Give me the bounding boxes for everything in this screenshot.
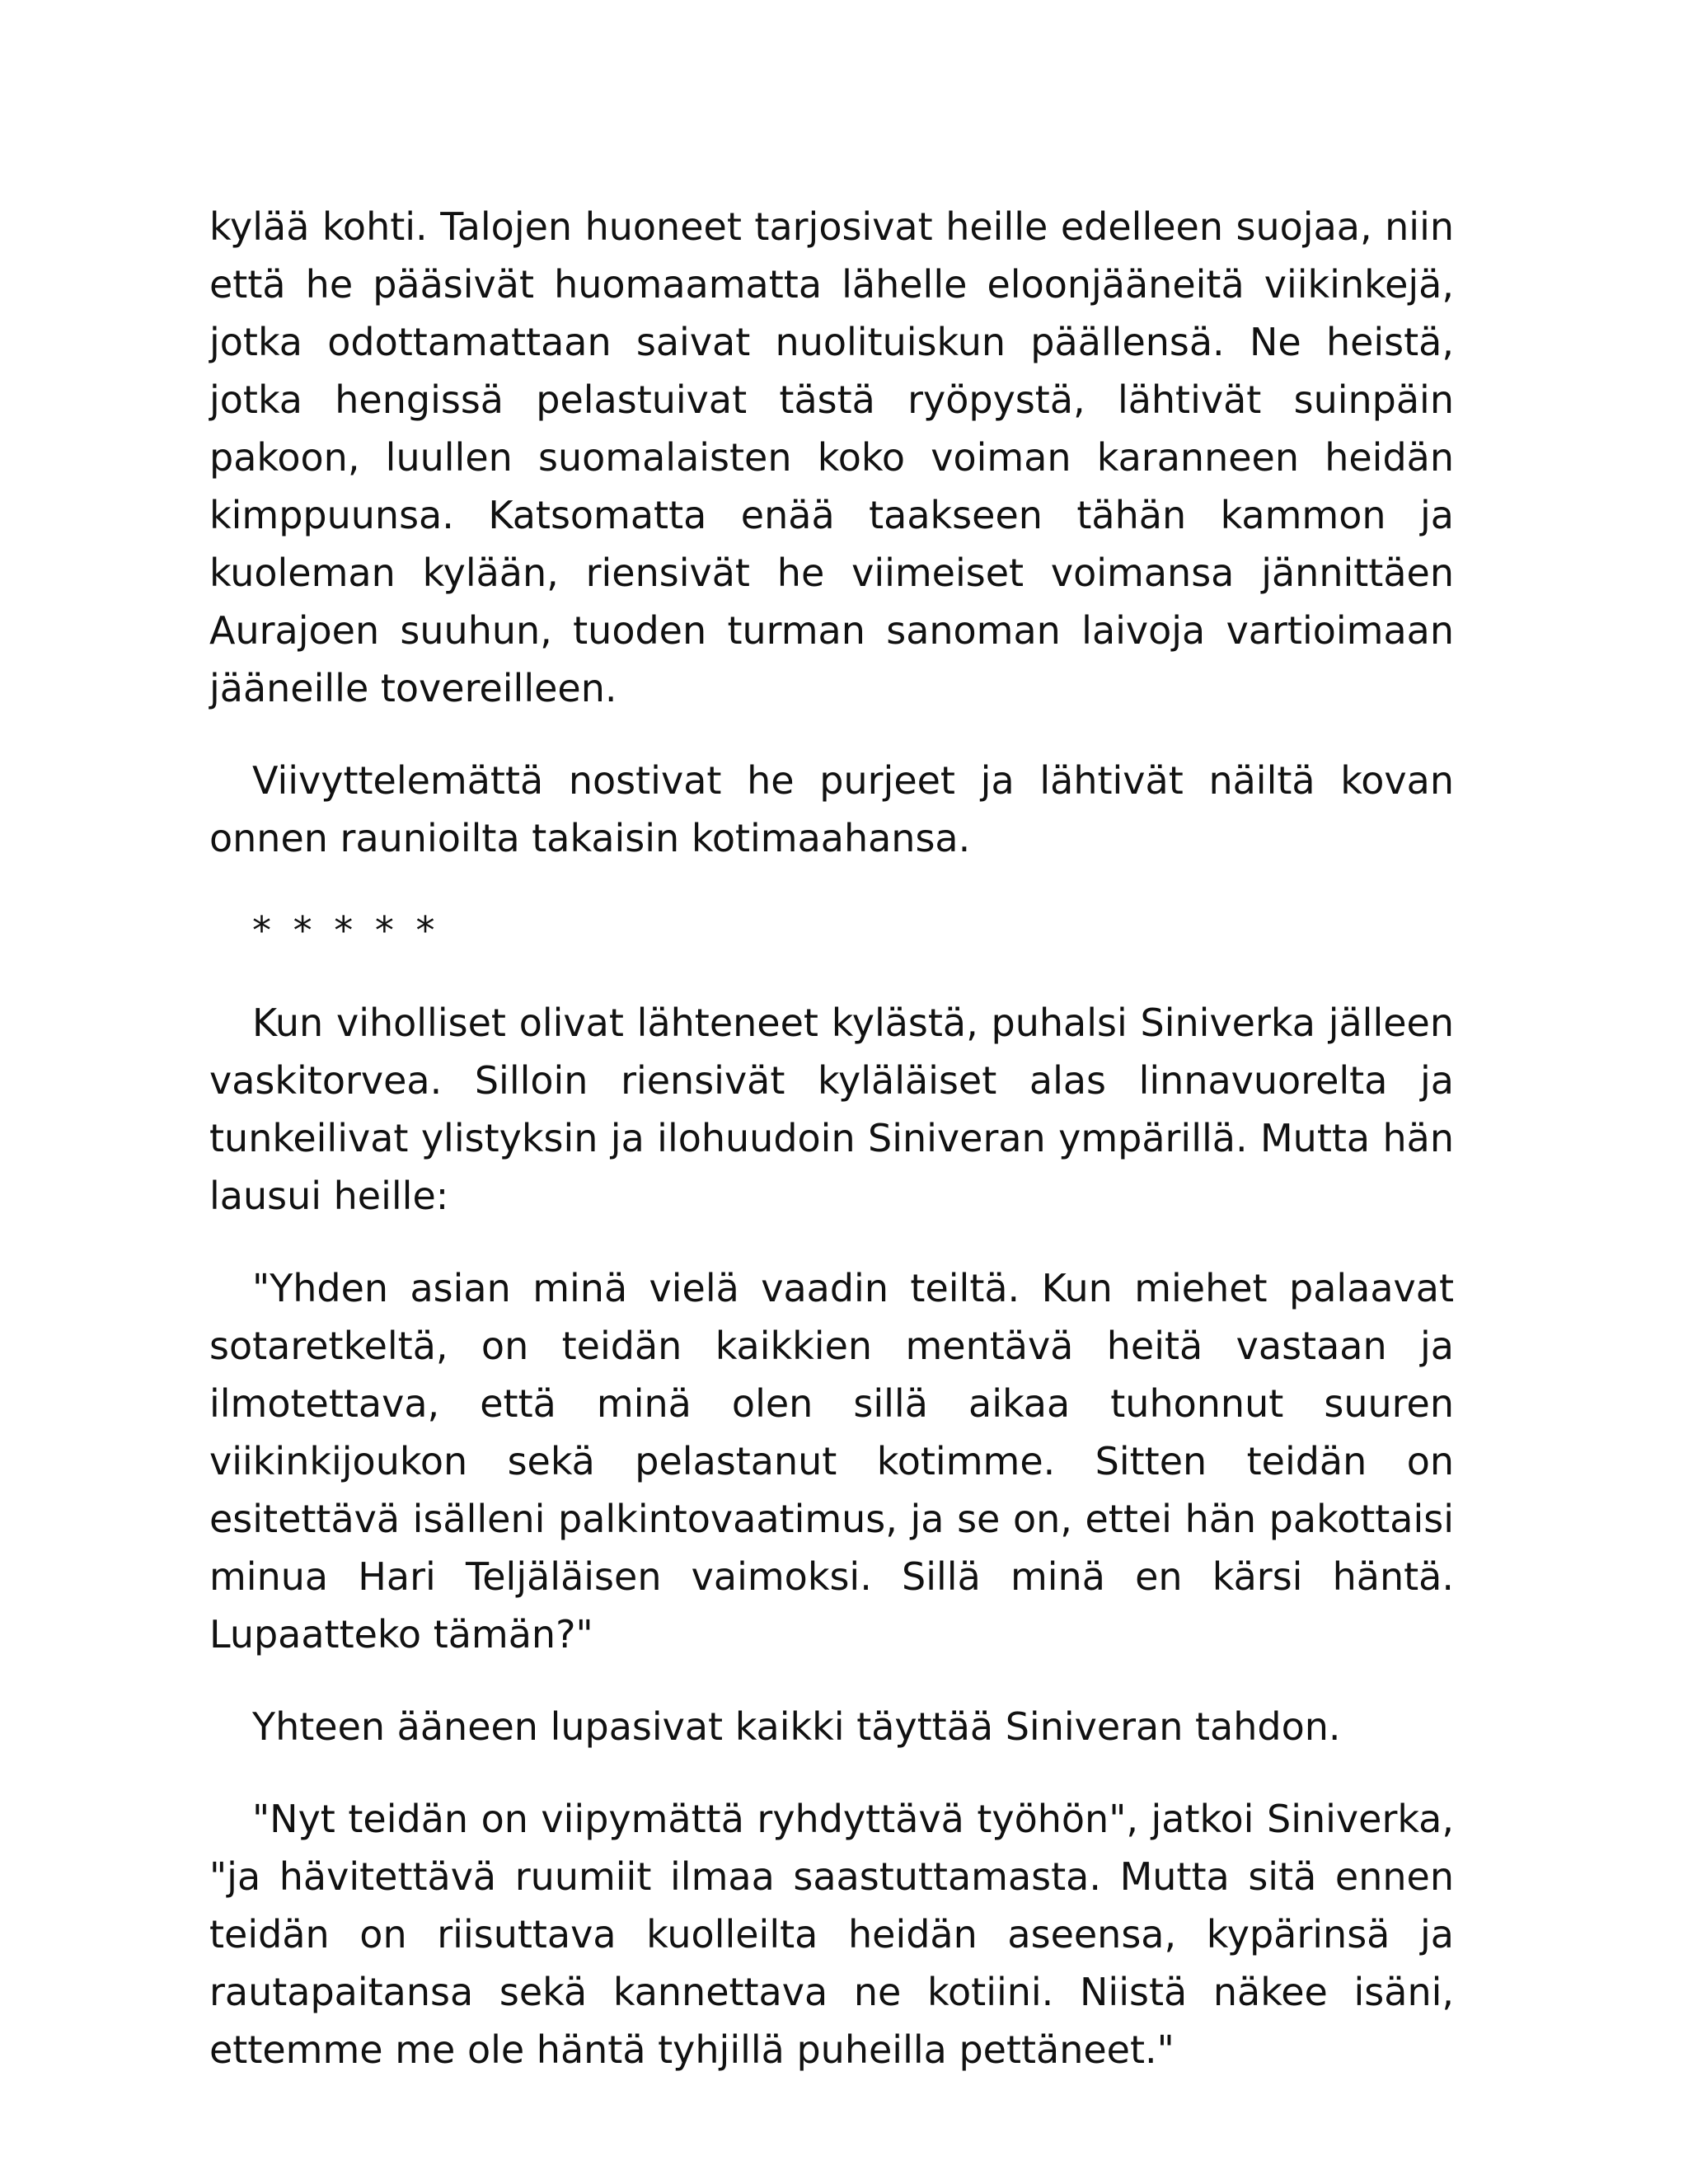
section-break-asterisks: * * * * *	[252, 908, 440, 953]
paragraph-2: Viivyttelemättä nostivat he purjeet ja lähtivät näiltä kovan onnen raunioilta takaisin kotimaahansa.	[209, 758, 1454, 860]
paragraph-1: kylää kohti. Talojen huoneet tarjosivat heille edelleen suojaa, niin että he pääsivät huomaamatta lähelle eloonjääneitä viikinkejä, jotka odottamattaan saivat nuolituiskun päällensä. Ne heistä, jotka hengissä pelastuivat tästä ryöpystä, lähtivät suinpäin pakoon, luullen suomalaisten koko voiman karanneen heidän kimppuunsa. Katsomatta enää taakseen tähän kammon ja kuoleman kylään, riensivät he viimeiset voimansa jännittäen Aurajoen suuhun, tuoden turman sanoman laivoja vartioimaan jääneille tovereilleen.	[209, 204, 1454, 710]
paragraph-6: "Nyt teidän on viipymättä ryhdyttävä työhön", jatkoi Siniverka, "ja hävitettävä ruumiit ilmaa saastuttamasta. Mutta sitä ennen teidän on riisuttava kuolleilta heidän aseensa, kypärinsä ja rautapaitansa sekä kannettava ne kotiini. Niistä näkee isäni, ettemme me ole häntä tyhjillä puheilla pettäneet."	[209, 1797, 1454, 2072]
paragraph-5: Yhteen ääneen lupasivat kaikki täyttää Siniveran tahdon.	[252, 1704, 1341, 1749]
paragraph-4: "Yhden asian minä vielä vaadin teiltä. Kun miehet palaavat sotaretkeltä, on teidän kaikkien mentävä heitä vastaan ja ilmotettava, että minä olen sillä aikaa tuhonnut suuren viikinkijoukon sekä pelastanut kotimme. Sitten teidän on esitettävä isälleni palkintovaatimus, ja se on, ettei hän pakottaisi minua Hari Teljäläisen vaimoksi. Sillä minä en kärsi häntä. Lupaatteko tämän?"	[209, 1266, 1454, 1657]
page-body	[209, 198, 1454, 2113]
paragraph-3: Kun viholliset olivat lähteneet kylästä, puhalsi Siniverka jälleen vaskitorvea. Silloin riensivät kyläläiset alas linnavuorelta ja tunkeilivat ylistyksin ja ilohuudoin Siniveran ympärillä. Mutta hän lausui heille:	[209, 1001, 1454, 1218]
